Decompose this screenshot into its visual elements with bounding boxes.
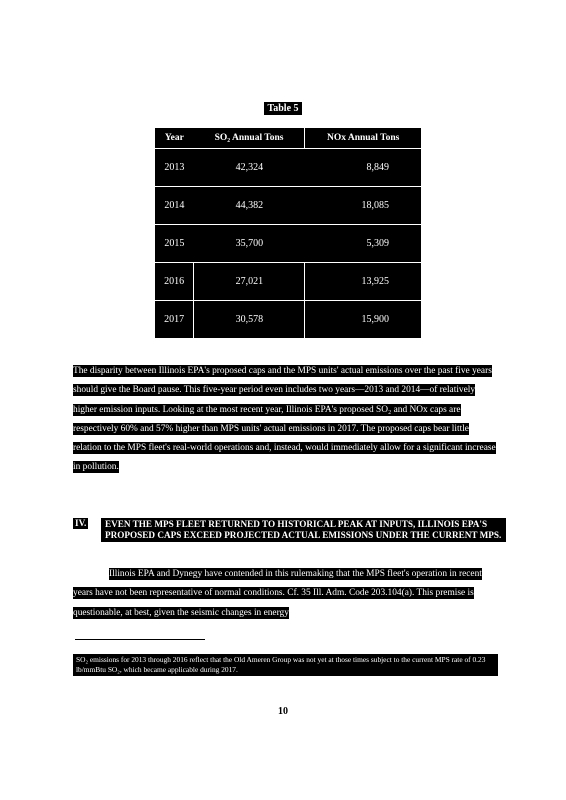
cell-nox: 8,849: [305, 149, 421, 187]
table-title: Table 5: [0, 103, 566, 114]
cell-year: 2014: [155, 187, 194, 225]
section-number: IV.: [75, 518, 87, 528]
cell-so2: 35,700: [194, 225, 305, 263]
cell-year: 2013: [155, 149, 194, 187]
header-so2: SO₂ Annual Tons: [214, 133, 284, 143]
cell-so2: 27,021: [194, 263, 305, 301]
body-paragraph-1: The disparity between Illinois EPA's proposed caps and the MPS units' actual emissions over the past five years should give the Board pause. This five-year period even includes two years—2013 and 2014—of relatively higher emission inputs. Looking at the most recent year, Illinois EPA's proposed SO₂ and NOx caps are respectively 60% and 57% higher than MPS units' actual emissions in 2017. The proposed caps bear little relation to the MPS fleet's real-world operations and, instead, would immediately allow for a significant increase in pollution.: [73, 366, 496, 473]
page-number: 10: [278, 706, 288, 717]
cell-year: 2017: [155, 301, 194, 339]
table-row: [155, 301, 421, 339]
table-row: [155, 187, 421, 225]
emissions-table: [155, 128, 421, 338]
footnote: SO₂ emissions for 2013 through 2016 reflect that the Old Ameren Group was not yet at those times subject to the current MPS rate of 0.23 lb/mmBtu SO₂, which became applicable during 2017.: [73, 654, 498, 676]
cell-year: 2015: [155, 225, 194, 263]
section-heading-text: EVEN THE MPS FLEET RETURNED TO HISTORICAL PEAK AT INPUTS, ILLINOIS EPA'S PROPOSED CAPS EXCEED PROJECTED ACTUAL EMISSIONS UNDER THE CURRENT MPS.: [101, 518, 506, 542]
cell-nox: 13,925: [305, 263, 421, 301]
header-year: Year: [164, 133, 184, 143]
header-nox: NOx Annual Tons: [305, 128, 421, 149]
cell-so2: 42,324: [194, 149, 305, 187]
footnote-divider: [75, 639, 205, 640]
table-header-row: [155, 128, 421, 149]
table-row: [155, 263, 421, 301]
table-row: [155, 149, 421, 187]
cell-nox: 18,085: [305, 187, 421, 225]
cell-nox: 5,309: [305, 225, 421, 263]
table-row: [155, 225, 421, 263]
cell-year: 2016: [155, 263, 194, 301]
body-paragraph-2: Illinois EPA and Dynegy have contended in this rulemaking that the MPS fleet's operation in recent years have not been representative of normal conditions. Cf. 35 Ill. Adm. Code 203.104(a). This premise is questionable, at best, given the seismic changes in energy: [73, 569, 482, 618]
cell-so2: 44,382: [194, 187, 305, 225]
cell-nox: 15,900: [305, 301, 421, 339]
cell-so2: 30,578: [194, 301, 305, 339]
